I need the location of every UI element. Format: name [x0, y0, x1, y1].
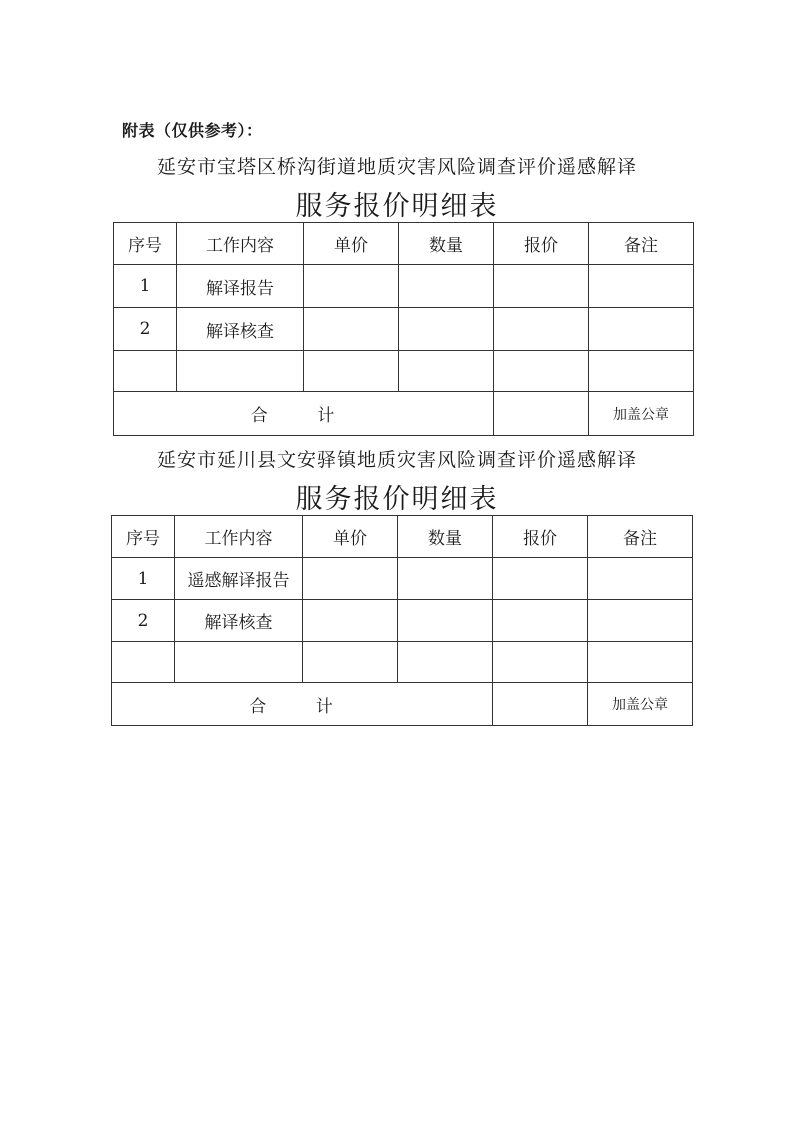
- row-remarks: [588, 600, 693, 642]
- header-remarks: 备注: [589, 223, 694, 265]
- quote-table-1: [113, 222, 694, 436]
- row-remarks: [589, 308, 694, 351]
- header-quote: 报价: [494, 223, 589, 265]
- row-index: [112, 642, 175, 683]
- total-quote: [493, 683, 588, 726]
- row-unit-price: [304, 308, 399, 351]
- header-quantity: 数量: [399, 223, 494, 265]
- row-quantity: [398, 558, 493, 600]
- header-content: 工作内容: [177, 223, 304, 265]
- table-row: [112, 558, 693, 600]
- row-content: [177, 351, 304, 392]
- row-unit-price: [303, 642, 398, 683]
- header-quote: 报价: [493, 516, 588, 558]
- row-quote: [493, 558, 588, 600]
- row-quantity: [398, 600, 493, 642]
- table-row: [114, 308, 694, 351]
- header-content: 工作内容: [175, 516, 303, 558]
- table-row: [112, 600, 693, 642]
- table-row: [112, 642, 693, 683]
- row-quote: [494, 308, 589, 351]
- table-header-row: [112, 516, 693, 558]
- header-unit-price: 单价: [304, 223, 399, 265]
- row-quantity: [399, 308, 494, 351]
- total-label: 合 计: [114, 392, 494, 436]
- header-index: 序号: [114, 223, 177, 265]
- table-header-row: [114, 223, 694, 265]
- row-unit-price: [304, 265, 399, 308]
- row-quote: [494, 265, 589, 308]
- row-index: [114, 351, 177, 392]
- header-quantity: 数量: [398, 516, 493, 558]
- table-1-title: 服务报价明细表: [295, 191, 499, 222]
- row-index: 2: [114, 308, 177, 351]
- row-unit-price: [303, 558, 398, 600]
- table-1-subtitle: 延安市宝塔区桥沟街道地质灾害风险调查评价遥感解译: [156, 156, 637, 178]
- row-quote: [494, 351, 589, 392]
- row-quantity: [399, 265, 494, 308]
- total-quote: [494, 392, 589, 436]
- total-label: 合 计: [112, 683, 493, 726]
- row-unit-price: [303, 600, 398, 642]
- stamp-label: 加盖公章: [589, 392, 694, 436]
- total-row: [112, 683, 693, 726]
- header-index: 序号: [112, 516, 175, 558]
- row-content: 解译核查: [175, 600, 303, 642]
- row-quantity: [398, 642, 493, 683]
- row-quote: [493, 600, 588, 642]
- row-index: 1: [114, 265, 177, 308]
- row-content: 遥感解译报告: [175, 558, 303, 600]
- header-unit-price: 单价: [303, 516, 398, 558]
- row-index: 1: [112, 558, 175, 600]
- row-unit-price: [304, 351, 399, 392]
- total-row: [114, 392, 694, 436]
- header-remarks: 备注: [588, 516, 693, 558]
- table-2-title: 服务报价明细表: [295, 484, 499, 515]
- row-index: 2: [112, 600, 175, 642]
- row-content: 解译报告: [177, 265, 304, 308]
- row-content: 解译核查: [177, 308, 304, 351]
- stamp-label: 加盖公章: [588, 683, 693, 726]
- appendix-note: 附表（仅供参考）：: [122, 121, 263, 140]
- table-2-subtitle: 延安市延川县文安驿镇地质灾害风险调查评价遥感解译: [156, 449, 637, 471]
- row-quantity: [399, 351, 494, 392]
- row-quote: [493, 642, 588, 683]
- row-remarks: [588, 558, 693, 600]
- quote-table-2: [111, 515, 693, 726]
- row-remarks: [589, 351, 694, 392]
- table-row: [114, 351, 694, 392]
- table-row: [114, 265, 694, 308]
- row-remarks: [589, 265, 694, 308]
- row-content: [175, 642, 303, 683]
- row-remarks: [588, 642, 693, 683]
